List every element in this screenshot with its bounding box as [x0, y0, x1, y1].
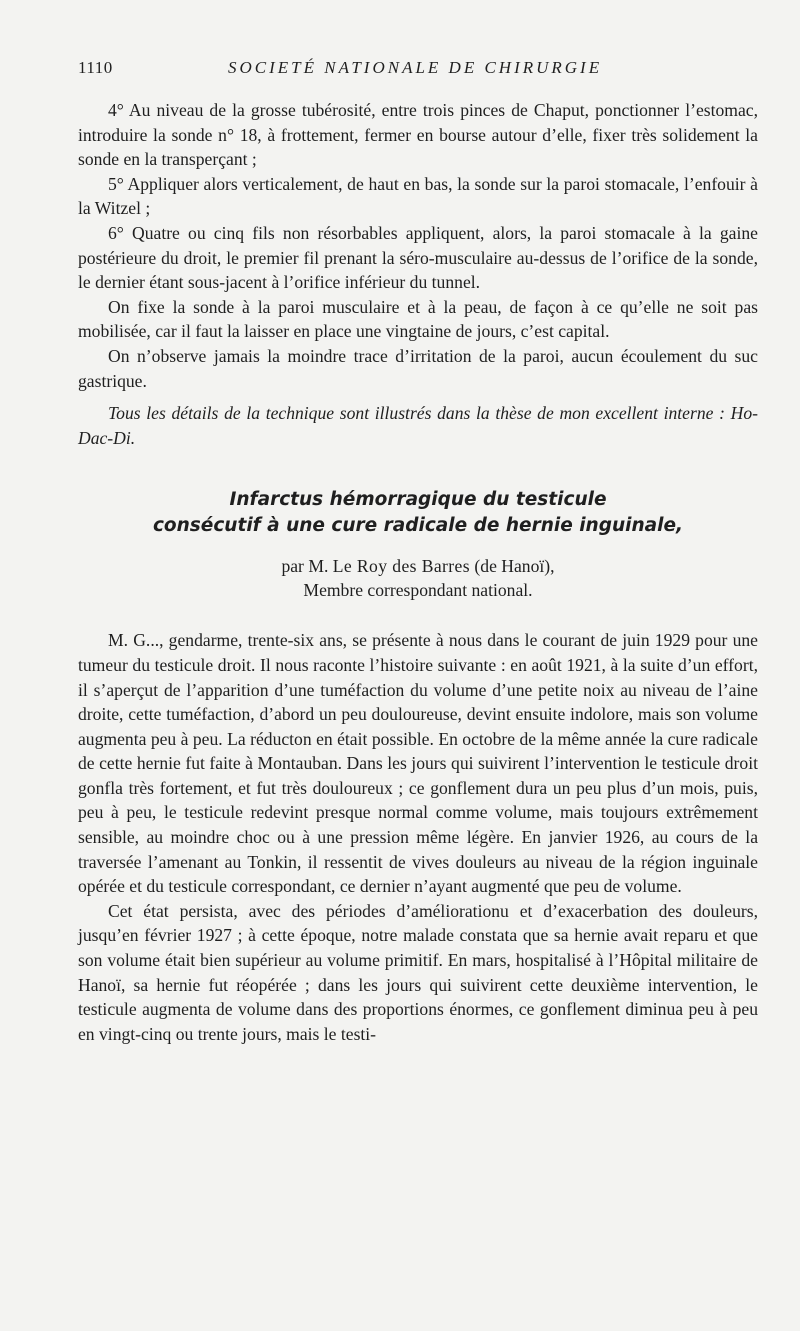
paragraph: Cet état persista, avec des périodes d’améliorationu et d’exacerbation des douleurs, jusqu’en février 1927 ; à cette époque, notre malade constata que sa hernie avait reparu et que son volume était bien supérieur au volume primitif. En mars, hospitalisé à l’Hôpital militaire de Hanoï, sa hernie fut réopérée ; dans les jours qui suivirent cette deuxième intervention, le testicule augmenta de volume dans des proportions énormes, ce gonflement diminua peu à peu en vingt-cinq ou trente jours, mais le testi-: [78, 900, 758, 1044]
running-title: SOCIETÉ NATIONALE DE CHIRURGIE: [228, 58, 603, 77]
byline: [78, 555, 758, 602]
article-title-line: Infarctus hémorragique du testicule: [229, 489, 607, 511]
author-name: Le Roy des Barres: [332, 556, 471, 577]
paragraph: 5° Appliquer alors verticalement, de haut en bas, la sonde sur la paroi stomacale, l’enfouir à la Witzel ;: [78, 173, 758, 219]
article-title-line: consécutif à une cure radicale de hernie inguinale,: [152, 515, 684, 537]
article-title: [78, 487, 758, 539]
paragraph: 4° Au niveau de la grosse tubérosité, entre trois pinces de Chaput, ponctionner l’estomac, introduire la sonde n° 18, à frottement, fermer en bourse autour d’elle, fixer très solidement la sonde en la transperçant ;: [78, 100, 758, 170]
byline-line: [78, 555, 758, 579]
page-number: 1110: [78, 58, 113, 77]
byline-prefix: par M.: [281, 556, 333, 577]
page-body: [78, 98, 758, 1046]
author-role: Membre correspondant national.: [303, 579, 533, 600]
italic-note: Tous les détails de la technique sont illustrés dans la thèse de mon excellent interne : Ho-Dac-Di.: [78, 403, 758, 448]
paragraph: 6° Quatre ou cinq fils non résorbables appliquent, alors, la paroi stomacale à la gaine postérieure du droit, le premier fil prenant la séro-musculaire au-dessus de l’orifice de la sonde, le dernier étant sous-jacent à l’orifice inférieur du tunnel.: [78, 222, 758, 293]
byline-suffix: (de Hanoï),: [470, 556, 555, 577]
paragraph: On n’observe jamais la moindre trace d’irritation de la paroi, aucun écoulement du suc gastrique.: [78, 345, 758, 391]
running-header: [78, 58, 768, 84]
paragraph: On fixe la sonde à la paroi musculaire et à la peau, de façon à ce qu’elle ne soit pas mobilisée, car il faut la laisser en place une vingtaine de jours, c’est capital.: [78, 296, 758, 342]
paragraph: M. G..., gendarme, trente-six ans, se présente à nous dans le courant de juin 1929 pour une tumeur du testicule droit. Il nous raconte l’histoire suivante : en août 1921, à la suite d’un effort, il s’aperçut de l’apparition d’une tuméfaction du volume d’une petite noix au niveau de l’aine droite, cette tuméfaction, d’abord un peu douloureuse, devint ensuite indolore, mais son volume augmenta peu à peu. La réducton en était possible. En octobre de la même année la cure radicale de cette hernie fut faite à Montauban. Dans les jours qui suivirent l’intervention le testicule droit gonfla très fortement, et fut très douloureux ; ce gonflement dura un peu plus d’un mois, puis, peu à peu, le testicule redevint presque normal comme volume, mais toujours extrêmement sensible, au moindre choc ou à une pression même légère. En janvier 1926, au cours de la traversée l’amenant au Tonkin, il ressentit de vives douleurs au niveau de la région inguinale opérée et du testicule correspondant, ce dernier n’ayant augmenté que peu de volume.: [78, 630, 758, 897]
